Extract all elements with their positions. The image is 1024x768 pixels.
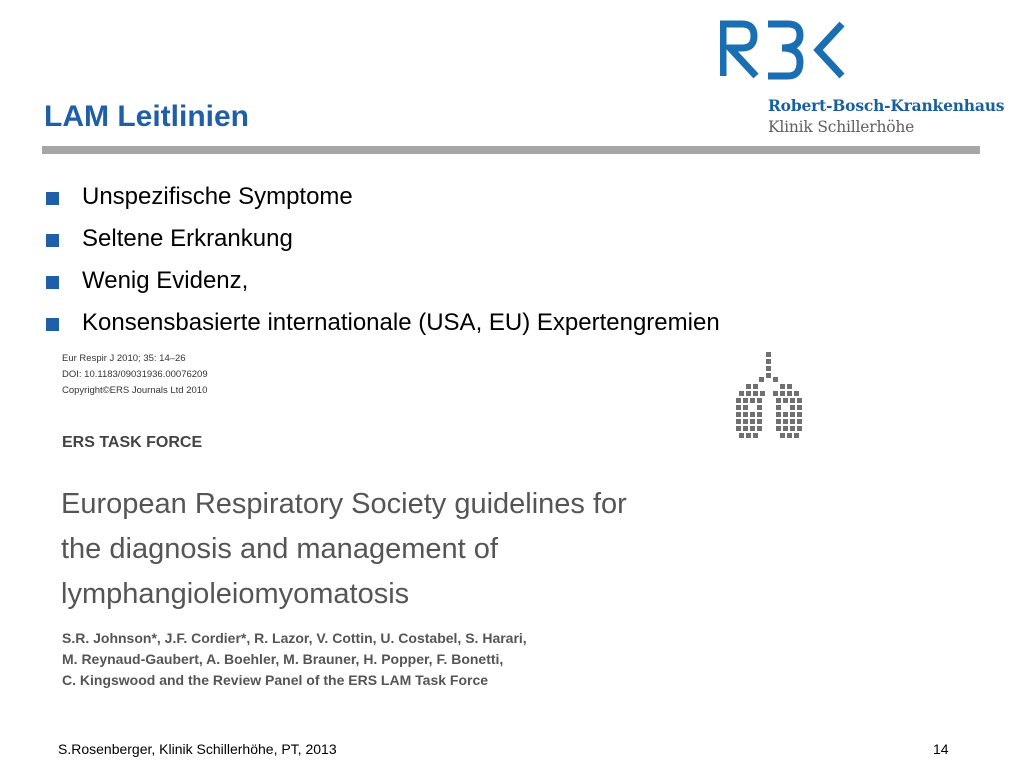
bullet-item: Seltene Erkrankung bbox=[44, 222, 720, 264]
footer-author: S.Rosenberger, Klinik Schillerhöhe, PT, 2013 bbox=[58, 741, 337, 757]
rbk-logo-icon bbox=[720, 20, 845, 80]
square-bullet-icon bbox=[46, 318, 59, 331]
org-name: Robert-Bosch-Krankenhaus bbox=[768, 96, 1005, 115]
bullet-item: Wenig Evidenz, bbox=[44, 264, 720, 306]
slide-title: LAM Leitlinien bbox=[44, 100, 249, 133]
paper-authors: S.R. Johnson*, J.F. Cordier*, R. Lazor, V. Cottin, U. Costabel, S. Harari, M. Reynaud-Gaubert, A. Boehler, M. Brauner, H. Popper, F. Bonetti, C. Kingswood and the Review Panel of the ERS LAM Task Force bbox=[62, 630, 527, 688]
page-number: 14 bbox=[933, 741, 949, 757]
square-bullet-icon bbox=[46, 192, 59, 205]
org-subtitle: Klinik Schillerhöhe bbox=[768, 118, 915, 136]
bullet-item: Unspezifische Symptome bbox=[44, 180, 720, 222]
paper-citation: Eur Respir J 2010; 35: 14–26 DOI: 10.1183/09031936.00076209 Copyright©ERS Journals Ltd 2010 bbox=[62, 353, 208, 396]
square-bullet-icon bbox=[46, 234, 59, 247]
paper-title: European Respiratory Society guidelines for the diagnosis and management of lymphangioleiomyomatosis bbox=[61, 488, 627, 610]
title-divider bbox=[42, 146, 980, 154]
ers-lung-logo-icon bbox=[728, 350, 810, 442]
bullet-item: Konsensbasierte internationale (USA, EU) Expertengremien bbox=[44, 306, 720, 348]
section-label: ERS TASK FORCE bbox=[62, 434, 203, 451]
square-bullet-icon bbox=[46, 276, 59, 289]
bullet-list bbox=[44, 180, 720, 348]
